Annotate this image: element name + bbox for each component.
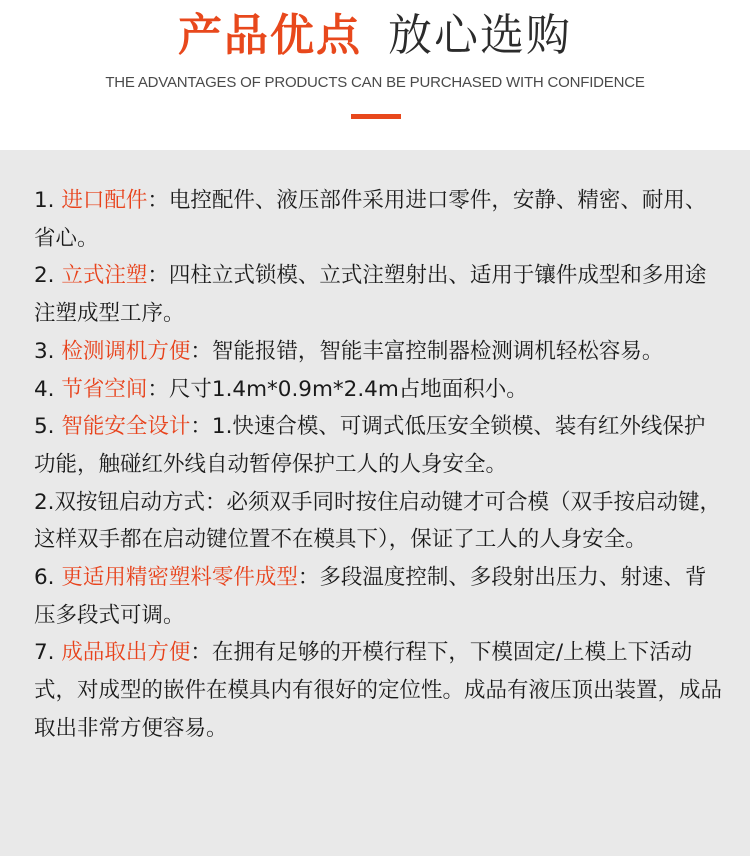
item-text: 多段温度控制、多段射出压力、射速、背压多段式可调。 (34, 565, 707, 628)
page-title (0, 6, 750, 66)
item-heading: 节省空间 (61, 376, 148, 402)
list-item: 7. 成品取出方便：在拥有足够的开模行程下，下模固定/上模上下活动式，对成型的嵌件在模具内有很好的定位性。成品有液压顶出装置，成品取出非常方便容易。 (34, 640, 723, 741)
item-heading: 智能安全设计 (61, 414, 191, 440)
item-heading: 更适用精密塑料零件成型 (61, 565, 298, 591)
list-item: 1. 进口配件：电控配件、液压部件采用进口零件，安静、精密、耐用、省心。 (34, 188, 707, 251)
list-item: 2. 立式注塑：四柱立式锁模、立式注塑射出、适用于镶件成型和多用途注塑成型工序。 (34, 263, 707, 327)
item-text: 2.双按钮启动方式：必须双手同时按住启动键才可合模（双手按启动键，这样双手都在启动键位置不在模具下），保证了工人的人身安全。 (34, 489, 722, 553)
list-item: 5. 智能安全设计：1.快速合模、可调式低压安全锁模、装有红外线保护功能，触碰红外线自动暂停保护工人的人身安全。 (34, 414, 706, 477)
title-underline (351, 114, 401, 119)
title-highlight: 产品优点 (178, 10, 362, 61)
item-heading: 进口配件 (61, 188, 148, 213)
item-text: 智能报错，智能丰富控制器检测调机轻松容易。 (211, 338, 664, 364)
item-heading: 成品取出方便 (61, 640, 191, 666)
item-text: 四柱立式锁模、立式注塑射出、适用于镶件成型和多用途注塑成型工序。 (34, 263, 707, 327)
advantages-list (34, 182, 726, 748)
list-item: 6. 更适用精密塑料零件成型：多段温度控制、多段射出压力、射速、背压多段式可调。 (34, 565, 707, 628)
list-item: 3. 检测调机方便：智能报错，智能丰富控制器检测调机轻松容易。 (34, 338, 664, 364)
page-subtitle: THE ADVANTAGES OF PRODUCTS CAN BE PURCHASED WITH CONFIDENCE (105, 74, 645, 91)
item-heading: 立式注塑 (61, 263, 148, 289)
list-item: 4. 节省空间：尺寸1.4m*0.9m*2.4m占地面积小。 (34, 376, 528, 402)
item-text: 在拥有足够的开模行程下，下模固定/上模上下活动式，对成型的嵌件在模具内有很好的定位性。成品有液压顶出装置，成品取出非常方便容易。 (34, 640, 723, 741)
title-secondary: 放心选购 (388, 10, 572, 61)
list-item (34, 484, 726, 559)
item-text: 尺寸1.4m*0.9m*2.4m占地面积小。 (168, 376, 528, 402)
item-text: 电控配件、液压部件采用进口零件，安静、精密、耐用、省心。 (34, 188, 707, 251)
header (0, 0, 750, 150)
item-text: 1.快速合模、可调式低压安全锁模、装有红外线保护功能，触碰红外线自动暂停保护工人的人身安全。 (34, 414, 706, 477)
item-heading: 检测调机方便 (61, 338, 191, 364)
